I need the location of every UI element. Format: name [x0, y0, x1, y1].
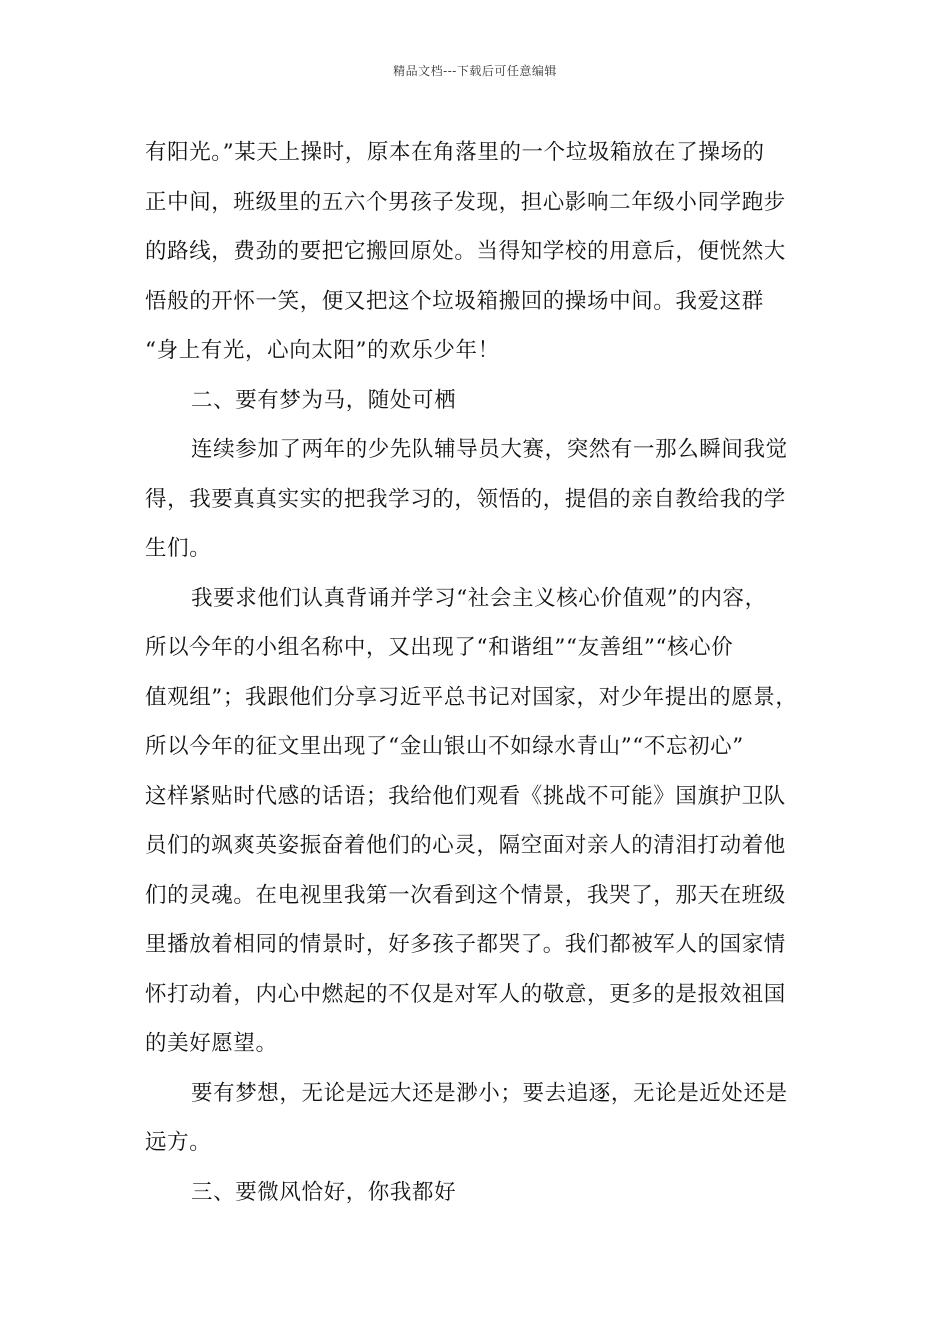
text-line: 我要求他们认真背诵并学习“社会主义核心价值观”的内容， — [191, 585, 767, 611]
text-line: 所以今年的小组名称中，又出现了“和谐组”“友善组”“核心价 — [145, 635, 734, 660]
text-line: 所以今年的征文里出现了“金山银山不如绿水青山”“不忘初心” — [145, 734, 744, 759]
text-line: 的路线，费劲的要把它搬回原处。当得知学校的用意后，便恍然大 — [145, 239, 786, 264]
text-line: 得，我要真真实实的把我学习的，领悟的，提倡的亲自教给我的学 — [145, 486, 786, 512]
text-line: 要有梦想，无论是远大还是渺小；要去追逐，无论是近处还是 — [191, 1080, 788, 1106]
text-line: 这样紧贴时代感的话语；我给他们观看《挑战不可能》国旗护卫队 — [145, 783, 786, 809]
document-body — [145, 128, 823, 1217]
text-line: 有阳光。”某天上操时，原本在角落里的一个垃圾箱放在了操场的 — [145, 140, 765, 165]
section-heading: 二、要有梦为马，随处可栖 — [191, 387, 457, 413]
text-line: 远方。 — [145, 1130, 212, 1155]
text-line: 值观组”；我跟他们分享习近平总书记对国家，对少年提出的愿景， — [145, 684, 798, 710]
page-header: 精品文档---下载后可任意编辑 — [393, 64, 557, 78]
text-line: 连续参加了两年的少先队辅导员大赛，突然有一那么瞬间我觉 — [191, 437, 788, 462]
text-line: “身上有光，心向太阳”的欢乐少年！ — [145, 338, 500, 363]
text-line: 怀打动着，内心中燃起的不仅是对军人的敬意，更多的是报效祖国 — [145, 981, 786, 1007]
text-line: 生们。 — [145, 536, 212, 561]
text-line: 正中间，班级里的五六个男孩子发现，担心影响二年级小同学跑步 — [145, 189, 786, 215]
text-line: 里播放着相同的情景时，好多孩子都哭了。我们都被军人的国家情 — [145, 932, 786, 957]
text-line: 们的灵魂。在电视里我第一次看到这个情景，我哭了，那天在班级 — [145, 882, 786, 908]
text-line: 的美好愿望。 — [145, 1031, 278, 1056]
text-line: 员们的飒爽英姿振奋着他们的心灵，隔空面对亲人的清泪打动着他 — [145, 833, 786, 858]
text-line: 悟般的开怀一笑，便又把这个垃圾箱搬回的操场中间。我爱这群 — [145, 288, 764, 314]
section-heading: 三、要微风恰好，你我都好 — [191, 1179, 457, 1205]
